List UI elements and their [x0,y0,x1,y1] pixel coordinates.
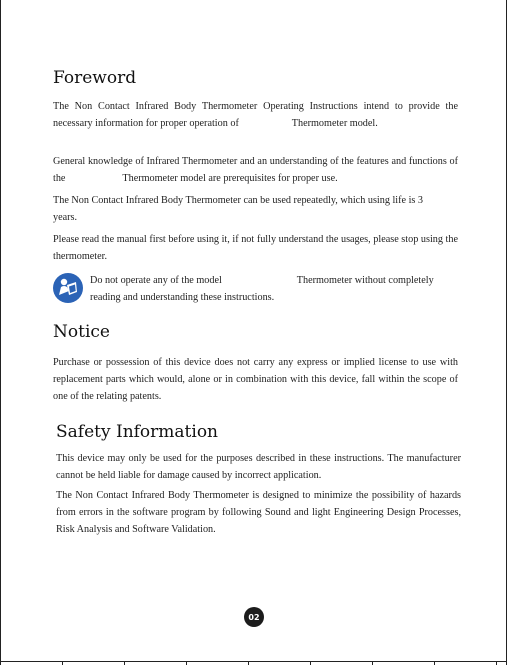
read-manual-icon [53,273,83,303]
foreword-heading: Foreword [53,68,137,88]
safety-paragraph-1: This device may only be used for the purposes described in these instructions. The manufacturer cannot be held liable for damage caused by incorrect application. [56,453,461,481]
foreword-paragraph-1-text: The Non Contact Infrared Body Thermometer Operating Instructions intend to provide the necessary information for proper operation of [53,101,458,129]
foreword-paragraph-4: Please read the manual first before using it, if not fully understand the usages, please stop using the thermometer. [53,234,458,262]
foreword-paragraph-2-end: Thermometer model are prerequisites for proper use. [122,173,338,184]
foreword-paragraph-1-end: Thermometer model. [291,118,378,129]
foreword-paragraph-1 [53,98,458,132]
foreword-paragraph-3: The Non Contact Infrared Body Thermometer can be used repeatedly, which using life is 3 years. [53,195,424,223]
page-left-edge [0,0,1,665]
notice-paragraph: Purchase or possession of this device does not carry any express or implied license to use with replacement parts which would, alone or in combination with this device, fall within the scope of one of the relating patents. [53,357,458,402]
notice-heading: Notice [53,322,110,342]
safety-heading: Safety Information [56,422,218,442]
safety-paragraph-2: The Non Contact Infrared Body Thermometer is designed to minimize the possibility of hazards from errors in the software program by following Sound and light Engineering Design Processes, Risk Analysis and Software Validation. [56,490,461,535]
warning-text-start: Do not operate any of the model [90,275,222,286]
page-number-badge: 02 [244,607,264,627]
warning-text [90,272,462,306]
warning-text-end: Thermometer without completely reading and understanding these instructions. [90,275,434,303]
foreword-paragraph-2-text: General knowledge of Infrared Thermometer and an understanding of the features and functions of the [53,156,458,184]
foreword-paragraph-2 [53,153,458,187]
page-bottom-ticks [0,661,507,665]
